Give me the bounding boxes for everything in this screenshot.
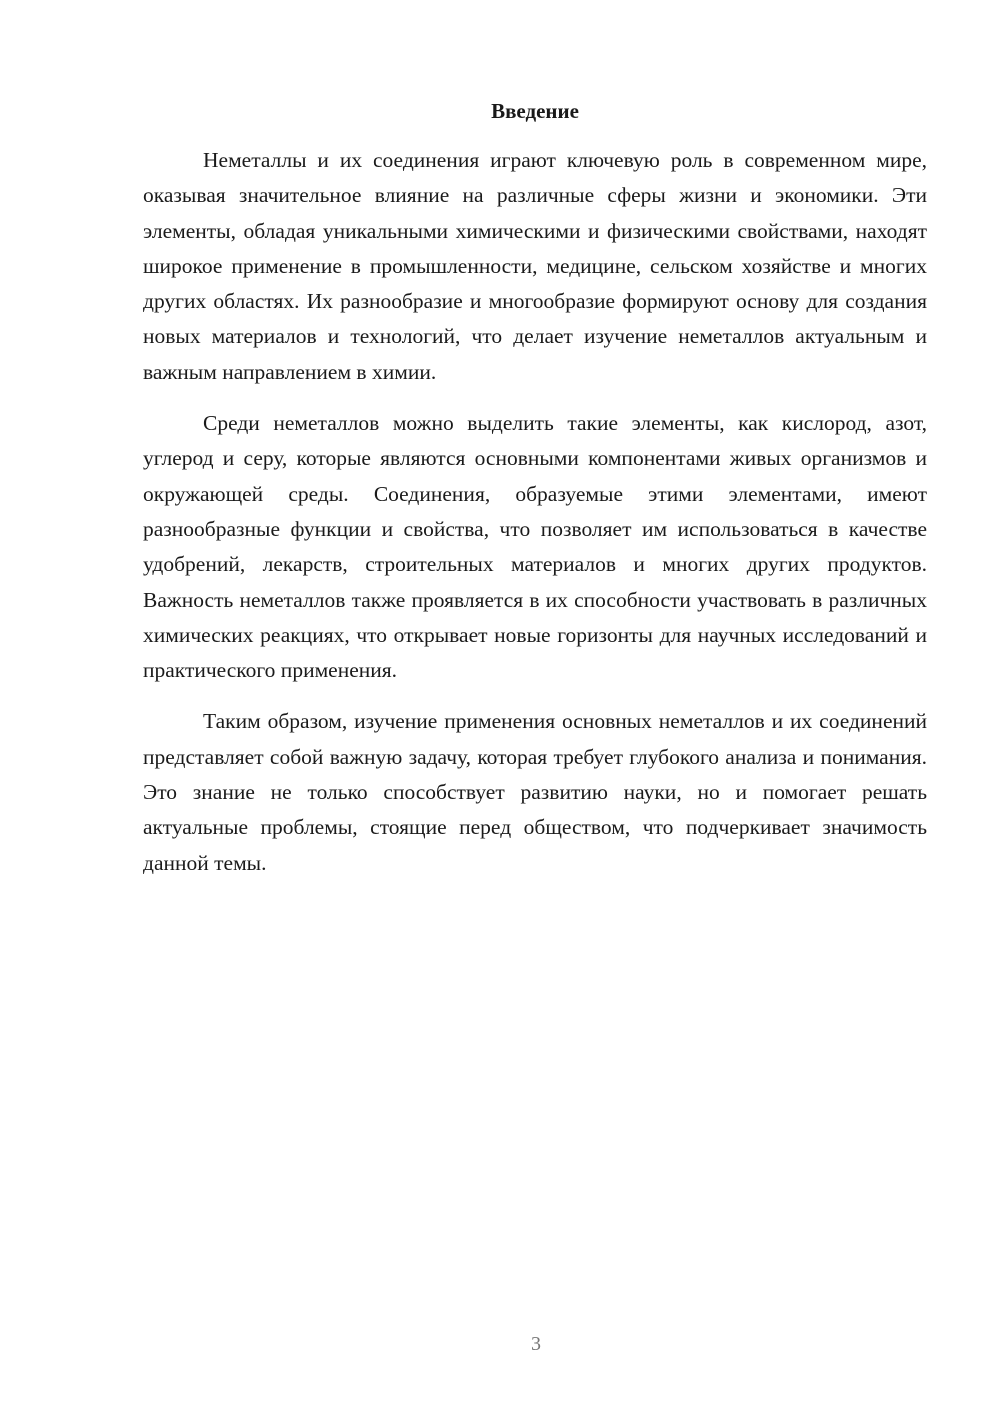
page-title: Введение (491, 99, 579, 123)
paragraph-conclusion: Таким образом, изучение применения основных неметаллов и их соединений представляет собой важную задачу, которая требует глубокого анализа и понимания. Это знание не только способствует развитию науки, но и помогает решать актуальные проблемы, стоящие перед обществом, что подчеркивает значимость данной темы. (143, 709, 927, 875)
paragraph-nonmetals-elements: Среди неметаллов можно выделить такие элементы, как кислород, азот, углерод и серу, которые являются основными компонентами живых организмов и окружающей среды. Соединения, образуемые этими элементами, имеют разнообразные функции и свойства, что позволяет им использоваться в качестве удобрений, лекарств, строительных материалов и многих других продуктов. Важность неметаллов также проявляется в их способности участвовать в различных химических реакциях, что открывает новые горизонты для научных исследований и практического применения. (143, 411, 927, 683)
document-body (143, 143, 927, 897)
paragraph-intro: Неметаллы и их соединения играют ключевую роль в современном мире, оказывая значительное влияние на различные сферы жизни и экономики. Эти элементы, обладая уникальными химическими и физическими свойствами, находят широкое применение в промышленности, медицине, сельском хозяйстве и многих других областях. Их разнообразие и многообразие формируют основу для создания новых материалов и технологий, что делает изучение неметаллов актуальным и важным направлением в химии. (143, 148, 927, 384)
page-number: 3 (531, 1333, 541, 1355)
